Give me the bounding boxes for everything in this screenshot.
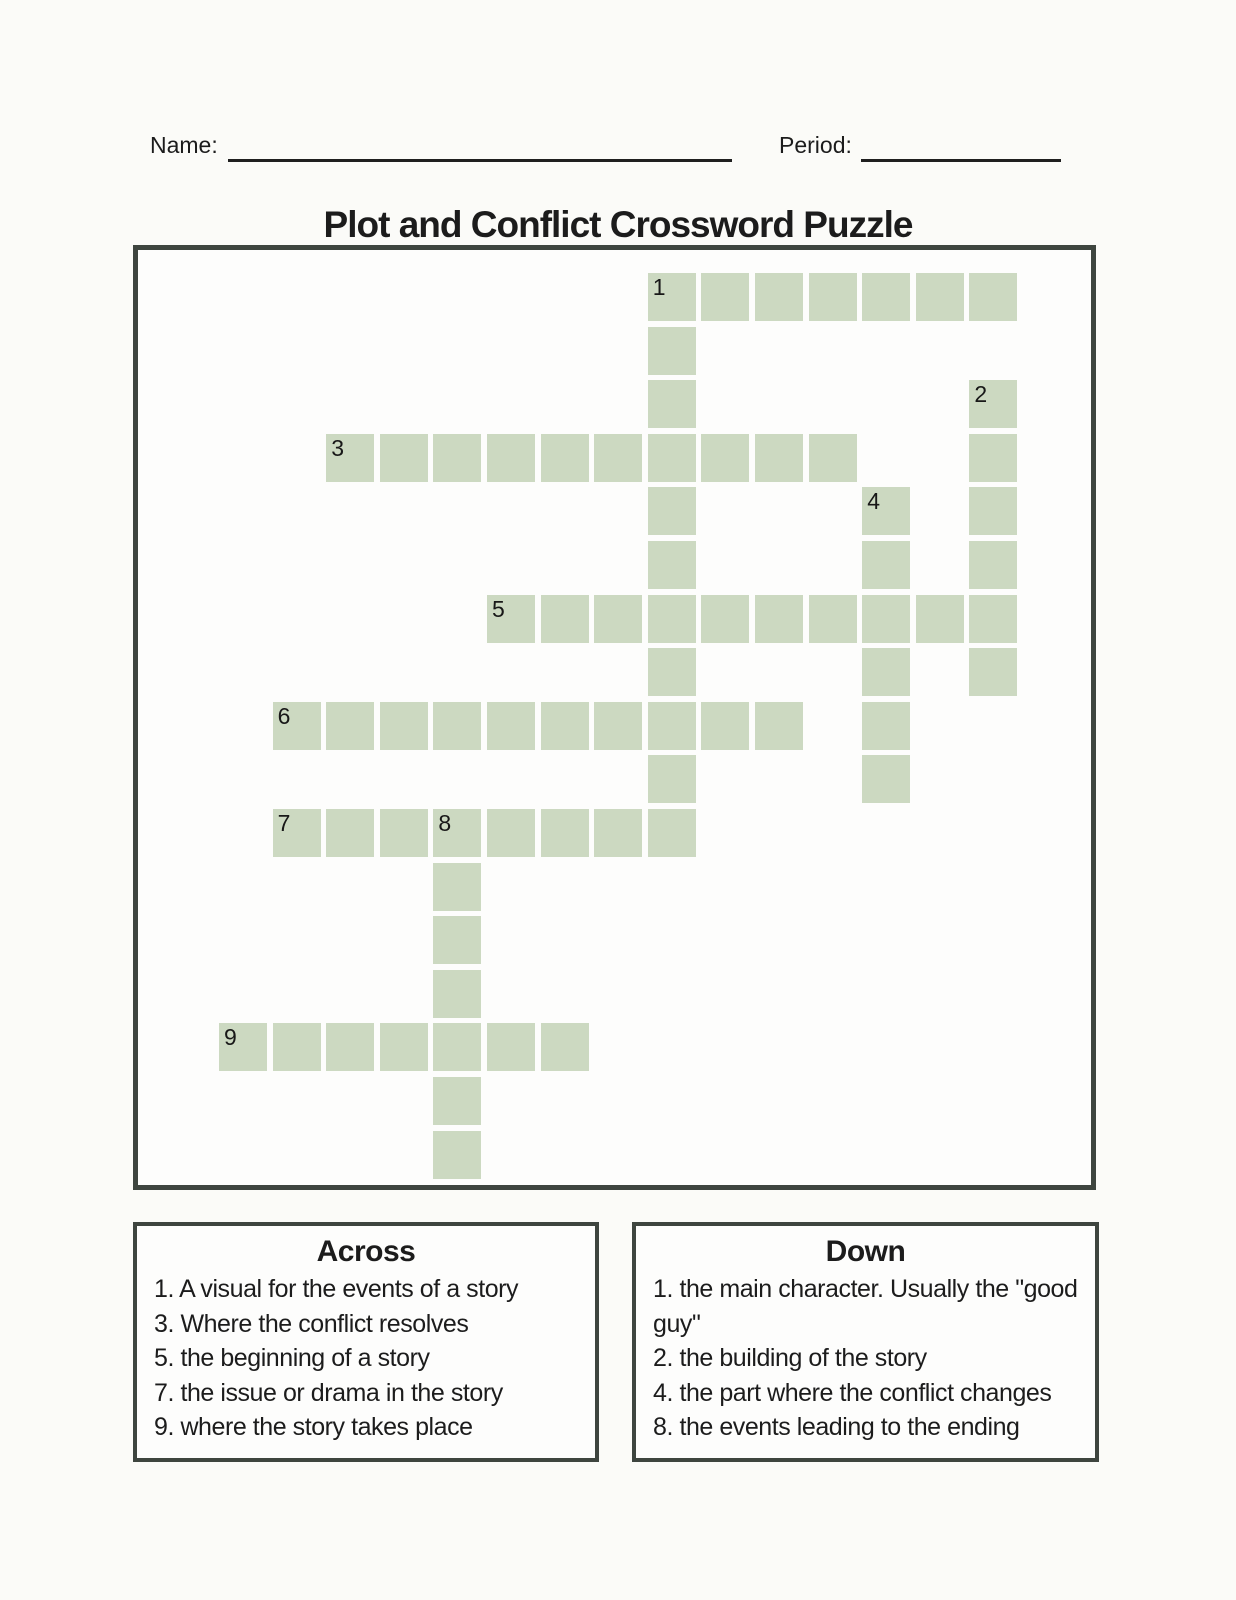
crossword-cell[interactable] xyxy=(594,434,642,482)
crossword-cell[interactable] xyxy=(969,648,1017,696)
crossword-cell[interactable] xyxy=(380,434,428,482)
clue-item: 2. the building of the story xyxy=(653,1344,927,1372)
crossword-cell[interactable] xyxy=(433,434,481,482)
crossword-cell[interactable] xyxy=(755,434,803,482)
clue-number: 1 xyxy=(652,274,666,300)
crossword-cell[interactable] xyxy=(541,702,589,750)
crossword-cell[interactable] xyxy=(648,755,696,803)
clue-number: 6 xyxy=(277,702,291,729)
crossword-cell[interactable] xyxy=(648,541,696,589)
crossword-cell[interactable] xyxy=(594,702,642,750)
clue-number: 4 xyxy=(867,488,880,515)
name-label: Name: xyxy=(150,132,218,158)
clue-item: 1. the main character. Usually the "good guy" xyxy=(653,1275,1078,1338)
crossword-cell[interactable] xyxy=(594,809,642,857)
crossword-cell[interactable] xyxy=(862,648,910,696)
crossword-cell[interactable] xyxy=(433,702,481,750)
across-title: Across xyxy=(316,1235,416,1268)
clue-item: 3. Where the conflict resolves xyxy=(154,1309,469,1338)
crossword-cell[interactable] xyxy=(648,327,696,375)
crossword-cell[interactable] xyxy=(487,809,535,857)
crossword-cell[interactable] xyxy=(809,273,857,321)
crossword-cell[interactable] xyxy=(701,273,749,321)
crossword-cell[interactable] xyxy=(433,916,481,964)
clue-item: 7. the issue or drama in the story xyxy=(154,1378,503,1407)
crossword-cell[interactable] xyxy=(969,273,1017,321)
crossword-cell[interactable] xyxy=(433,863,481,911)
clue-number: 3 xyxy=(331,434,344,461)
crossword-cell[interactable] xyxy=(969,434,1017,482)
clue-number: 9 xyxy=(224,1024,237,1051)
clue-item: 1. A visual for the events of a story xyxy=(154,1275,519,1303)
crossword-cell[interactable] xyxy=(916,273,964,321)
clue-number: 5 xyxy=(492,595,505,622)
crossword-cell[interactable] xyxy=(380,1023,428,1071)
crossword-cell[interactable] xyxy=(648,648,696,696)
crossword-cell[interactable] xyxy=(541,595,589,643)
crossword-cell[interactable] xyxy=(648,380,696,428)
crossword-cell[interactable] xyxy=(433,1023,481,1071)
crossword-cell[interactable] xyxy=(969,487,1017,535)
crossword-cell[interactable] xyxy=(701,595,749,643)
crossword-cell[interactable] xyxy=(809,434,857,482)
crossword-cell[interactable] xyxy=(862,273,910,321)
crossword-cell[interactable] xyxy=(326,1023,374,1071)
crossword-cell[interactable] xyxy=(755,595,803,643)
crossword-cell[interactable] xyxy=(487,1023,535,1071)
name-input-line[interactable] xyxy=(228,159,732,162)
crossword-cell[interactable] xyxy=(862,595,910,643)
crossword-cell[interactable] xyxy=(969,595,1017,643)
crossword-cell[interactable] xyxy=(648,434,696,482)
crossword-cell[interactable] xyxy=(755,702,803,750)
clue-item: 5. the beginning of a story xyxy=(154,1344,430,1372)
crossword-cell[interactable] xyxy=(380,809,428,857)
crossword-cell[interactable] xyxy=(862,755,910,803)
crossword-cell[interactable] xyxy=(648,595,696,643)
down-title: Down xyxy=(825,1235,906,1268)
crossword-cell[interactable] xyxy=(862,702,910,750)
across-clues-box xyxy=(133,1222,599,1462)
clue-item: 9. where the story takes place xyxy=(154,1413,473,1441)
crossword-cell[interactable] xyxy=(916,595,964,643)
crossword-cell[interactable] xyxy=(755,273,803,321)
period-label: Period: xyxy=(779,132,852,158)
crossword-grid xyxy=(219,273,1019,1180)
crossword-cell[interactable] xyxy=(380,702,428,750)
crossword-cell[interactable] xyxy=(433,1077,481,1125)
crossword-cell[interactable] xyxy=(541,809,589,857)
crossword-cell[interactable] xyxy=(487,434,535,482)
clue-item: 8. the events leading to the ending xyxy=(653,1413,1020,1441)
crossword-cell[interactable] xyxy=(648,487,696,535)
crossword-cell[interactable] xyxy=(701,434,749,482)
clue-number: 8 xyxy=(438,810,452,836)
clue-item: 4. the part where the conflict changes xyxy=(653,1378,1052,1407)
crossword-cell[interactable] xyxy=(541,1023,589,1071)
crossword-cell[interactable] xyxy=(648,809,696,857)
down-clues-box xyxy=(632,1222,1099,1462)
crossword-cell[interactable] xyxy=(433,1131,481,1179)
clue-number: 7 xyxy=(277,810,291,836)
crossword-cell[interactable] xyxy=(487,702,535,750)
down-clue-list xyxy=(636,1272,1095,1445)
crossword-cell[interactable] xyxy=(969,541,1017,589)
crossword-cell[interactable] xyxy=(541,434,589,482)
across-clue-list xyxy=(137,1272,595,1445)
clue-number: 2 xyxy=(974,381,988,408)
crossword-cell[interactable] xyxy=(273,1023,321,1071)
period-input-line[interactable] xyxy=(861,159,1061,162)
crossword-cell[interactable] xyxy=(326,809,374,857)
crossword-cell[interactable] xyxy=(326,702,374,750)
crossword-cell[interactable] xyxy=(648,702,696,750)
crossword-cell[interactable] xyxy=(701,702,749,750)
crossword-cell[interactable] xyxy=(594,595,642,643)
crossword-cell[interactable] xyxy=(433,970,481,1018)
crossword-cell[interactable] xyxy=(809,595,857,643)
page-title: Plot and Conflict Crossword Puzzle xyxy=(323,203,913,245)
crossword-cell[interactable] xyxy=(862,541,910,589)
